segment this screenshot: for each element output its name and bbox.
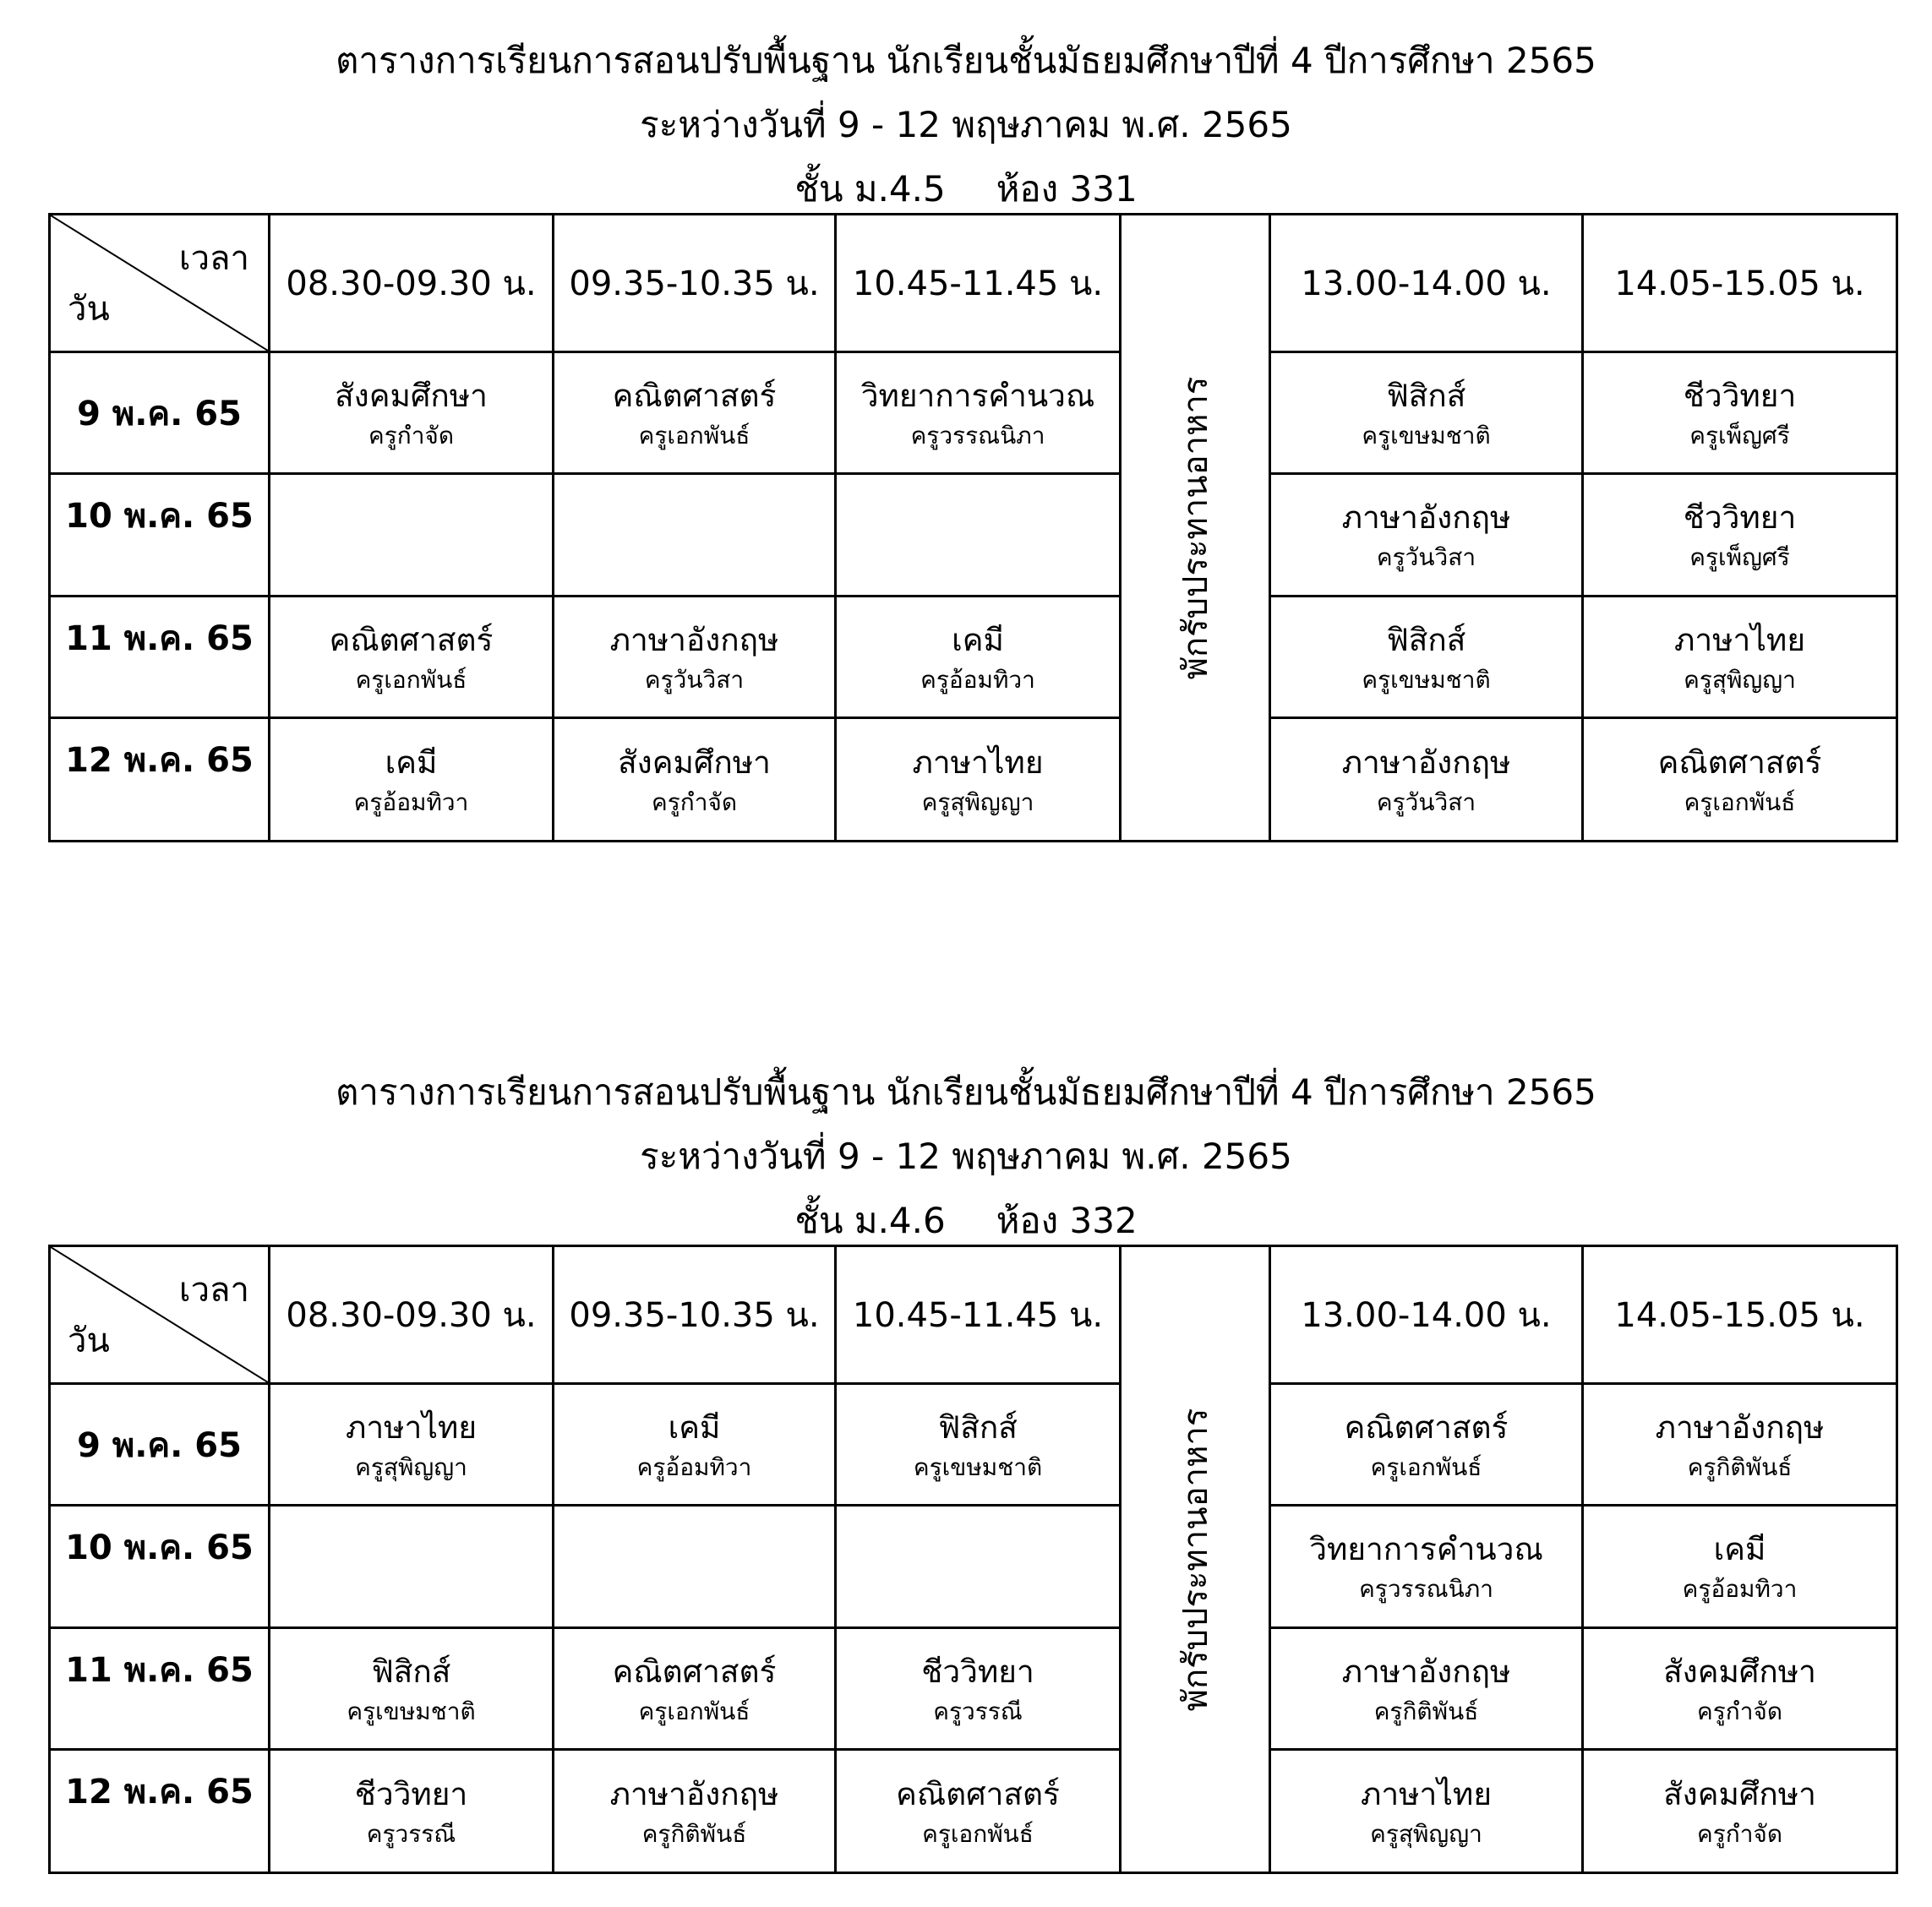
schedule-block [0,29,1932,816]
corner-cell [50,215,270,352]
class-cell [270,352,554,474]
subject-name: ภาษาอังกฤษ [1341,1653,1511,1690]
subject-name: ชีววิทยา [1683,377,1797,414]
time-slot-label: 08.30-09.30 น. [286,1296,537,1335]
class-cell [554,1628,836,1750]
class-cell [554,597,836,718]
schedule-table [48,1245,1898,1874]
subject-name: ภาษาอังกฤษ [1655,1408,1825,1446]
teacher-name: ครูเพ็ญศรี [1689,421,1790,450]
time-slot-label: 14.05-15.05 น. [1614,1296,1865,1335]
lunch-break-label: พักรับประทานอาหาร [1176,376,1215,679]
day-label: 12 พ.ค. 65 [65,741,254,780]
day-row [50,1384,1897,1506]
teacher-name: ครูอ้อมทิวา [636,1452,752,1481]
subject-name: คณิตศาสตร์ [896,1775,1060,1812]
class-cell [270,1750,554,1873]
subject-name: ฟิสิกส์ [1386,621,1466,658]
subject-name: วิทยาการคำนวณ [1309,1531,1543,1567]
subject-name: ภาษาอังกฤษ [1341,744,1511,781]
teacher-name: ครูเขษมชาติ [1362,665,1491,694]
subject-name: ชีววิทยา [1683,499,1797,536]
time-slot-label: 09.35-10.35 น. [569,1296,820,1335]
teacher-name: ครูวรรณี [933,1697,1023,1725]
class-cell [554,352,836,474]
class-cell [836,1506,1121,1628]
time-slot-header [554,215,836,352]
class-cell [270,597,554,718]
title-line-1: ตารางการเรียนการสอนปรับพื้นฐาน นักเรียนชั้นมัธยมศึกษาปีที่ 4 ปีการศึกษา 2565 [336,1071,1596,1113]
subject-name: สังคมศึกษา [335,377,488,414]
teacher-name: ครูสุพิญญา [1370,1819,1482,1848]
title-line-2: ระหว่างวันที่ 9 - 12 พฤษภาคม พ.ศ. 2565 [640,1136,1292,1177]
subject-name: คณิตศาสตร์ [1657,744,1822,781]
class-cell [1583,352,1897,474]
teacher-name: ครูกำจัด [368,421,455,450]
class-cell [270,1628,554,1750]
day-label: 10 พ.ค. 65 [65,1528,254,1567]
room-label: ห้อง 332 [996,1200,1138,1241]
corner-cell [50,1246,270,1384]
time-slot-label: 13.00-14.00 น. [1301,264,1552,303]
class-cell [836,718,1121,842]
teacher-name: ครูเอกพันธ์ [1684,787,1796,816]
header-row [50,1246,1897,1384]
time-slot-header [554,1246,836,1384]
class-cell [554,1750,836,1873]
class-label: ชั้น ม.4.6 [794,1200,946,1241]
class-cell [1583,1628,1897,1750]
class-cell [1270,1506,1583,1628]
day-label: 11 พ.ค. 65 [65,619,254,658]
teacher-name: ครูกำจัด [1696,1697,1783,1725]
subject-name: สังคมศึกษา [1663,1775,1816,1812]
teacher-name: ครูกำจัด [651,787,738,816]
class-cell [1583,597,1897,718]
class-cell [270,474,554,597]
teacher-name: ครูเอกพันธ์ [355,665,467,694]
teacher-name: ครูกิติพันธ์ [1373,1697,1479,1725]
teacher-name: ครูวรรณนิภา [1359,1575,1493,1603]
teacher-name: ครูเอกพันธ์ [638,421,750,450]
subject-name: ฟิสิกส์ [938,1408,1018,1446]
time-slot-label: 09.35-10.35 น. [569,264,820,303]
teacher-name: ครูวันวิสา [1376,787,1476,816]
subject-name: เคมี [385,744,438,781]
title-line-1: ตารางการเรียนการสอนปรับพื้นฐาน นักเรียนชั้นมัธยมศึกษาปีที่ 4 ปีการศึกษา 2565 [336,40,1596,81]
teacher-name: ครูสุพิญญา [1684,665,1796,694]
class-cell [836,597,1121,718]
subject-name: ภาษาไทย [912,744,1044,781]
class-cell [1583,718,1897,842]
day-row [50,1628,1897,1750]
subject-name: เคมี [1713,1531,1766,1567]
day-row [50,597,1897,718]
header-row [50,215,1897,352]
class-cell [1270,1628,1583,1750]
class-cell [1270,352,1583,474]
schedule-table [48,213,1898,842]
day-label: 12 พ.ค. 65 [65,1773,254,1812]
class-cell [1270,474,1583,597]
class-cell [836,1384,1121,1506]
time-slot-header [270,1246,554,1384]
class-cell [1583,1506,1897,1628]
time-slot-header [1270,1246,1583,1384]
class-cell [836,352,1121,474]
class-cell [270,718,554,842]
class-cell [554,1384,836,1506]
lunch-break-cell [1121,1246,1270,1873]
corner-time-label: เวลา [178,1271,249,1310]
day-label: 10 พ.ค. 65 [65,497,254,536]
subject-name: ภาษาไทย [345,1408,477,1446]
class-room-line [0,157,1932,221]
subject-name: คณิตศาสตร์ [329,621,494,658]
class-cell [836,1628,1121,1750]
class-cell [1270,597,1583,718]
teacher-name: ครูวันวิสา [1376,543,1476,571]
subject-name: ภาษาไทย [1360,1775,1492,1812]
teacher-name: ครูวรรณี [366,1819,456,1848]
lunch-break-label: พักรับประทานอาหาร [1176,1408,1215,1711]
subject-name: ภาษาไทย [1673,621,1805,658]
day-row [50,1506,1897,1628]
subject-name: คณิตศาสตร์ [612,377,777,414]
subject-name: เคมี [952,621,1004,658]
day-label: 9 พ.ค. 65 [77,394,242,433]
day-cell [50,1506,270,1628]
day-label: 9 พ.ค. 65 [77,1425,242,1465]
time-slot-header [1270,215,1583,352]
class-cell [1583,1384,1897,1506]
day-cell [50,1384,270,1506]
class-cell [836,474,1121,597]
day-cell [50,352,270,474]
class-room-line [0,1189,1932,1253]
teacher-name: ครูกิติพันธ์ [1687,1452,1793,1481]
teacher-name: ครูอ้อมทิวา [1682,1575,1798,1603]
subject-name: คณิตศาสตร์ [612,1653,777,1690]
subject-name: ชีววิทยา [921,1653,1034,1690]
teacher-name: ครูเอกพันธ์ [638,1697,750,1725]
class-cell [554,474,836,597]
teacher-name: ครูอ้อมทิวา [920,665,1035,694]
teacher-name: ครูเขษมชาติ [913,1452,1043,1481]
time-slot-header [270,215,554,352]
class-cell [1583,1750,1897,1873]
subject-name: ฟิสิกส์ [1386,377,1466,414]
day-label: 11 พ.ค. 65 [65,1651,254,1690]
subject-name: ภาษาอังกฤษ [609,621,779,658]
room-label: ห้อง 331 [996,168,1138,210]
day-cell [50,1628,270,1750]
day-cell [50,474,270,597]
class-cell [836,1750,1121,1873]
class-cell [270,1506,554,1628]
class-cell [1583,474,1897,597]
day-cell [50,597,270,718]
corner-day-label: วัน [68,1321,110,1360]
time-slot-label: 10.45-11.45 น. [852,264,1104,303]
time-slot-label: 13.00-14.00 น. [1301,1296,1552,1335]
subject-name: ชีววิทยา [354,1775,468,1812]
subject-name: เคมี [668,1408,721,1446]
class-cell [1270,1384,1583,1506]
class-cell [1270,1750,1583,1873]
day-cell [50,718,270,842]
time-slot-header [1583,215,1897,352]
teacher-name: ครูเอกพันธ์ [922,1819,1034,1848]
class-label: ชั้น ม.4.5 [794,168,946,210]
teacher-name: ครูเขษมชาติ [347,1697,476,1725]
time-slot-header [1583,1246,1897,1384]
teacher-name: ครูวันวิสา [644,665,745,694]
teacher-name: ครูกิติพันธ์ [641,1819,747,1848]
class-cell [554,718,836,842]
corner-time-label: เวลา [178,239,249,278]
time-slot-label: 08.30-09.30 น. [286,264,537,303]
class-cell [270,1384,554,1506]
day-row [50,474,1897,597]
day-cell [50,1750,270,1873]
day-row [50,718,1897,842]
schedule-block [0,1060,1932,1848]
schedule-title [0,1060,1932,1253]
subject-name: ภาษาอังกฤษ [609,1775,779,1812]
teacher-name: ครูเอกพันธ์ [1370,1452,1482,1481]
title-line-2: ระหว่างวันที่ 9 - 12 พฤษภาคม พ.ศ. 2565 [640,104,1292,145]
teacher-name: ครูเพ็ญศรี [1689,543,1790,571]
day-row [50,1750,1897,1873]
time-slot-header [836,215,1121,352]
class-cell [1270,718,1583,842]
subject-name: ฟิสิกส์ [371,1653,451,1690]
teacher-name: ครูกำจัด [1696,1819,1783,1848]
teacher-name: ครูวรรณนิภา [910,421,1045,450]
lunch-break-cell [1121,215,1270,842]
teacher-name: ครูสุพิญญา [355,1452,467,1481]
class-cell [554,1506,836,1628]
time-slot-label: 14.05-15.05 น. [1614,264,1865,303]
day-row [50,352,1897,474]
subject-name: คณิตศาสตร์ [1344,1408,1509,1446]
subject-name: สังคมศึกษา [1663,1653,1816,1690]
time-slot-label: 10.45-11.45 น. [852,1296,1104,1335]
corner-day-label: วัน [68,290,110,329]
teacher-name: ครูสุพิญญา [921,787,1034,816]
teacher-name: ครูอ้อมทิวา [353,787,469,816]
time-slot-header [836,1246,1121,1384]
subject-name: สังคมศึกษา [618,744,771,781]
schedule-title [0,29,1932,221]
teacher-name: ครูเขษมชาติ [1362,421,1491,450]
subject-name: วิทยาการคำนวณ [860,377,1095,414]
subject-name: ภาษาอังกฤษ [1341,499,1511,536]
